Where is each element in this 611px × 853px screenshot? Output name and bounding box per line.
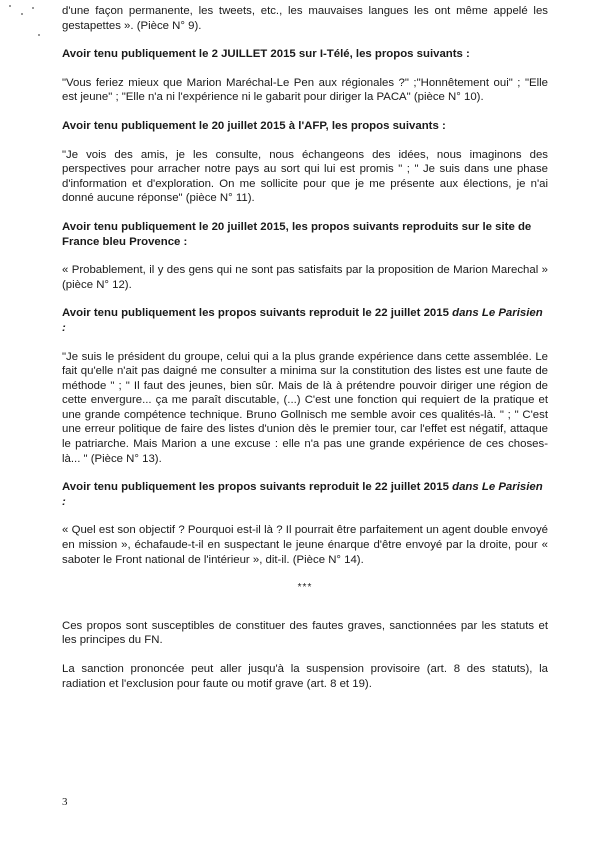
section-heading-5 <box>62 480 548 509</box>
section-heading-4-text: Avoir tenu publiquement les propos suivants reproduit le 22 juillet 2015 <box>62 307 449 320</box>
conclusion-paragraph-1: Ces propos sont susceptibles de constituer des fautes graves, sanctionnées par les statuts et les principes du FN. <box>62 619 548 647</box>
separator-stars: *** <box>297 582 313 594</box>
conclusion-paragraph-2: La sanction prononcée peut aller jusqu'à la suspension provisoire (art. 8 des statuts), la radiation et l'exclusion pour faute ou motif grave (art. 8 et 19). <box>62 663 548 690</box>
section-quote-1: "Vous feriez mieux que Marion Maréchal-Le Pen aux régionales ?" ;"Honnêtement oui" ; "Elle est jeune" ; "Elle n'a ni l'expérience ni le gabarit pour diriger la PACA" (pièce N° 10). <box>62 76 548 104</box>
section-heading-1: Avoir tenu publiquement le 2 JUILLET 2015 sur I-Télé, les propos suivants : <box>62 48 470 61</box>
section-heading-5-source: dans Le Parisien : <box>62 481 543 508</box>
section-heading-3: Avoir tenu publiquement le 20 juillet 2015, les propos suivants reproduits sur le site de France bleu Provence : <box>62 220 532 248</box>
section-heading-4 <box>62 306 548 335</box>
intro-paragraph: d'une façon permanente, les tweets, etc., les mauvaises langues les ont même appelé les gestapettes ». (Pièce N° 9). <box>62 5 548 32</box>
section-quote-3: « Probablement, il y des gens qui ne sont pas satisfaits par la proposition de Marion Marechal » (pièce N° 12). <box>62 264 548 291</box>
document-body <box>62 4 548 691</box>
section-quote-5: « Quel est son objectif ? Pourquoi est-il là ? Il pourrait être parfaitement un agent double envoyé en mission », échafaude-t-il en suspectant le jeune énarque d'être envoyé par la droite, pour « saboter le Front national de l'intérieur », dit-il. (Pièce N° 14). <box>62 524 548 566</box>
section-heading-4-source: dans Le Parisien : <box>62 307 543 334</box>
section-quote-2: "Je vois des amis, je les consulte, nous échangeons des idées, nous imaginons des perspectives pour arracher notre pays au sort qui lui est promis " ; " Je suis dans une phase d'information et d'exploration. On me sollicite pour que je me présente aux élections, je n'ai donné aucune réponse" (pièce N° 11). <box>62 148 548 205</box>
section-quote-4: "Je suis le président du groupe, celui qui a la plus grande expérience dans cette assemblée. Le fait qu'elle n'ait pas daigné me consulter a minima sur la constitution des listes est une faute de méthode " ; " Il faut des jeunes, bien sûr. Mais de là à prétendre pouvoir diriger une région de cette envergure... ça me paraît discutable, (...) C'est une fonction qui requiert de la pratique et une grande compétence technique. Bruno Gollnisch me semble avoir ces qualités-là. " ; " C'est une erreur politique de faire des listes d'union dès le premier tour, car l'effet est négatif, attaque le patriarche. Mais Marion a une excuse : elle n'a pas une grande expérience de ces choses-là... " (Pièce N° 13). <box>62 350 548 465</box>
section-heading-5-text: Avoir tenu publiquement les propos suivants reproduit le 22 juillet 2015 <box>62 481 449 494</box>
section-heading-2: Avoir tenu publiquement le 20 juillet 2015 à l'AFP, les propos suivants : <box>62 119 446 132</box>
page-number: 3 <box>62 796 68 808</box>
